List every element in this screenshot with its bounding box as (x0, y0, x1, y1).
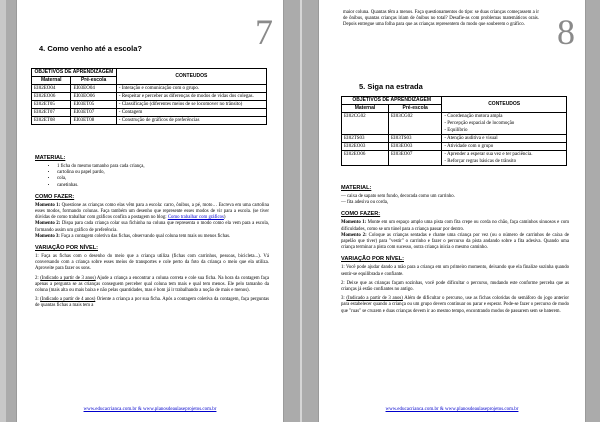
list-item: — fita adesiva ou corda, (341, 200, 389, 206)
variation-text: Deixe que as crianças façam sozinhas, você pode dificultar o percurso, mudando este conforme perceba que as crianças já estão confiantes no antigo. (341, 280, 570, 293)
objectives-header: OBJETIVOS DE APRENDIZAGEM (342, 97, 442, 105)
section-title: 5. Siga na estrada (359, 82, 423, 91)
moment-text: Monte em um espaço amplo uma pista com fita crepe ou corda no chão, faça caminhos sinuosos e com dificuldades, como se um túnel para a criança passar por dentro. (341, 220, 569, 232)
material-list (341, 194, 569, 206)
code-cell: EI03EO04 (71, 85, 116, 93)
code-cell: EI03CG02 (388, 113, 441, 135)
preschool-header: Pré-escola (71, 77, 116, 85)
variation-heading: VARIAÇÃO POR NÍVEL: (341, 256, 404, 263)
material-list (35, 164, 269, 189)
table-row (32, 93, 267, 101)
moment-label: Momento 1: (35, 202, 61, 208)
code-cell: EI02TS03 (342, 135, 389, 143)
list-item: • cartolina ou papel pardo, (57, 170, 269, 176)
how-to-heading: COMO FAZER: (35, 193, 75, 200)
blog-link[interactable]: Como trabalhar com gráficos (167, 215, 224, 221)
material-heading: MATERIAL: (341, 185, 372, 191)
moment-text: Coloque as crianças sentadas e chame uma criança por vez (ou o número de carrinhos de caixa de papelão que tiver) para "vestir" o carrinho e fazer o percurso da pista andando sobre a fita adesiva. Quando uma criança terminar a pista com sucesso, outra criança inicia o mesmo caminho. (341, 232, 569, 251)
code-cell: EI02EO06 (32, 93, 71, 101)
table-row (342, 143, 567, 151)
content-cell: - Aprender a esperar sua vez e ter paciência. - Reforçar regras básicas de trânsito (442, 151, 567, 166)
code-cell: EI02CG02 (342, 113, 389, 135)
page-body (35, 150, 269, 310)
table-row (32, 117, 267, 125)
variation-3: 3: (Indicado a partir de 4 anos) Oriente a criança a por sua ficha. Após a contagem coletiva da contagem, faça perguntas de quantas fichas a mais tem a (35, 297, 270, 309)
list-item: • canetinhas. (57, 183, 269, 189)
variation-heading: VARIAÇÃO POR NÍVEL: (35, 245, 98, 252)
variation-text: Além de dificultar o percurso, use as fichas coloridas do semáforo do jogo anterior para estabelecer quando a criança ou um grupo devem continuar ou parar e esperar. Pode-se fazer o percurso de modo que "ruas" se cruzem e duas crianças devem ir ao mesmo tempo, encontrando modos de passarem sem se baterem. (341, 296, 569, 314)
contents-header: CONTEUDOS (442, 97, 567, 113)
moment-text: Dispa para cada criança colar sua fichinha na coluna que representa o modo como ela vem para a escola, formando assim um gráfico de preferência. (35, 221, 269, 233)
objectives-table (31, 68, 267, 125)
table-row (32, 109, 267, 117)
how-to-heading: COMO FAZER: (341, 211, 381, 218)
moment-label: Momento 1: (341, 220, 367, 226)
continued-text: maior coluna. Quantas têm a menos. Faça questionamentos do tipo: se duas crianças começassem a ir de ônibus, quantas crianças iriam de ônibus no total? Desafie-as com problemas matemáticos orais. Depois entregue uma folha para que as crianças representem do modo que souberem o gráfico. (343, 10, 539, 28)
moment-label: Momento 2: (341, 232, 367, 238)
code-cell: EI02ET05 (32, 101, 71, 109)
content-cell: - Contagem (116, 109, 266, 117)
table-row (342, 113, 567, 135)
code-cell: EI02ET07 (32, 109, 71, 117)
material-heading: MATERIAL: (35, 155, 66, 161)
section-title: 4. Como venho até a escola? (39, 44, 142, 53)
code-cell: EI03ET05 (71, 101, 116, 109)
maternal-header: Maternal (342, 105, 389, 113)
table-row (342, 135, 567, 143)
content-cell: - Construção de gráficos de preferências (116, 117, 266, 125)
page-body (341, 180, 569, 315)
content-cell: - Classificação (diferentes meios de se locomover no trânsito) (116, 101, 266, 109)
code-cell: EI03ET08 (71, 117, 116, 125)
objectives-table (341, 96, 567, 166)
moment-2 (35, 221, 269, 233)
moment-text: Questione as crianças como elas vêm para a escola: carro, ônibus, a pé, moto… Escreva em uma cartolina esses modos, formando colunas. Faça também um desenho que represente esses modos de vir para a escola. (se tiver dúvidas de como trabalhar com gráficos confira a postagem no blog: (35, 202, 269, 221)
contents-header: CONTEUDOS (116, 69, 266, 85)
footer-link[interactable]: www.educacrianca.com.br & www.planosdeaulaseprojetos.com.br (385, 407, 519, 412)
code-cell: EI02EO03 (342, 143, 389, 151)
maternal-header: Maternal (32, 77, 71, 85)
table-row (32, 101, 267, 109)
moment-text: Faça a contagem coletiva das fichas, observando qual coluna tem mais ou menos fichas. (61, 233, 231, 239)
code-cell: EI03EO06 (71, 93, 116, 101)
variation-2: 2: Deixe que as crianças façam sozinhas, você pode dificultar o percurso, mudando este conforme perceba que as crianças já estão confiantes no antigo. (341, 280, 570, 293)
page-gap (300, 0, 302, 422)
code-cell: EI03EO03 (388, 143, 441, 151)
variation-2: 2: (Indicado a partir de 3 anos) Ajude a criança a encontrar a coluna correta e cole sua ficha. Na hora da contagem faça apenas a pergunta se as crianças conseguem perceber qual coluna tem mais e qual tem menos. Ele pelo tamanho da coluna (mais alta ou mais baixa e não pelas quantidades, mas é bom já ir trabalhando a noção de mais e menos). (35, 275, 270, 294)
moment-3 (35, 234, 269, 240)
page-7 (16, 0, 284, 422)
content-cell: - Coordenação motora ampla - Percepção espacial de locomoção - Equilíbrio (442, 113, 567, 135)
level-label: (Indicado a partir de 3 anos) (346, 296, 403, 302)
page-number: 7 (255, 12, 273, 52)
page-number: 8 (557, 12, 575, 52)
moment-label: Momento 2: (35, 221, 61, 227)
variation-text: Oriente a criança a por sua ficha. Após a contagem coletiva da contagem, faça perguntas de quantas fichas a mais tem a (35, 297, 270, 309)
content-cell: - Atenção auditiva e visual (442, 135, 567, 143)
moment-label: Momento 3: (35, 233, 60, 239)
code-cell: EI03EO07 (388, 151, 441, 166)
variation-text: Faça as fichas com o desenho do meio que a criança utiliza (fichas com carrinhos, pessoas, bicicleta...). Vá conversando com a criança sobre esses meios de transportes e cole perto da foto da criança o meio que ela utiliza. Aproveite para fazer os sons. (35, 254, 269, 272)
objectives-header: OBJETIVOS DE APRENDIZAGEM (32, 69, 117, 77)
content-cell: - Respeitar e perceber as diferenças de modos de vidas dos colegas. (116, 93, 266, 101)
left-scrollbar[interactable] (0, 0, 6, 422)
code-cell: EI03TS03 (388, 135, 441, 143)
variation-3: 3: (Indicado a partir de 3 anos) Além de dificultar o percurso, use as fichas coloridas do semáforo do jogo anterior para estabelecer quando a criança ou um grupo devem continuar ou parar e esperar. Pode-se fazer o percurso de modo que "ruas" se cruzem e duas crianças devem ir ao mesmo tempo, encontrando modos de passarem sem se baterem. (341, 296, 569, 314)
page-8 (318, 0, 586, 422)
list-item: • 1 ficha do mesmo tamanho para cada criança, (57, 164, 269, 170)
code-cell: EI02ET08 (32, 117, 71, 125)
level-label: (Indicado a partir de 3 anos) (40, 275, 96, 281)
list-item: • cola, (57, 176, 269, 182)
content-cell: - Atividade com o grupo (442, 143, 567, 151)
table-row (32, 85, 267, 93)
moment-1 (341, 220, 569, 232)
moment-2 (341, 233, 569, 252)
level-label: (Indicado a partir de 4 anos) (40, 297, 96, 303)
content-cell: - Interação e comunicação com o grupo. (116, 85, 266, 93)
preschool-header: Pré-escola (388, 105, 441, 113)
variation-text: Você pode ajudar dando a mão para a criança em um primeiro momento, deixando que ela finalize sozinha quando sentir-se equilibrada e confiante. (341, 265, 570, 277)
code-cell: EI02EO06 (342, 151, 389, 166)
variation-1: 1: Você pode ajudar dando a mão para a criança em um primeiro momento, deixando que ela finalize sozinha quando sentir-se equilibrada e confiante. (341, 265, 570, 277)
variation-1: 1: Faça as fichas com o desenho do meio que a criança utiliza (fichas com carrinhos, pessoas, bicicleta...). Vá conversando com a criança sobre esses meios de transportes e cole perto da foto da criança o meio que ela utiliza. Aproveite para fazer os sons. (35, 254, 269, 272)
moment-text-end: ) (223, 215, 226, 221)
variation-text: Ajude a criança a encontrar a coluna correta e cole sua ficha. Na hora da contagem faça apenas a pergunta se as crianças conseguem perceber qual coluna tem mais e qual tem menos. Ele pelo tamanho da coluna (mais alta ou mais baixa e não pelas quantidades, mas é bom já ir trabalhando a noção de mais e menos). (35, 275, 270, 294)
code-cell: EI03ET07 (71, 109, 116, 117)
code-cell: EI02EO04 (32, 85, 71, 93)
table-row (342, 151, 567, 166)
moment-1 (35, 203, 269, 222)
footer-link[interactable]: www.educacrianca.com.br & www.planosdeaulaseprojetos.com.br (83, 407, 217, 412)
list-item: — caixa de sapato sem fundo, decorada como um carrinho. (341, 194, 455, 199)
